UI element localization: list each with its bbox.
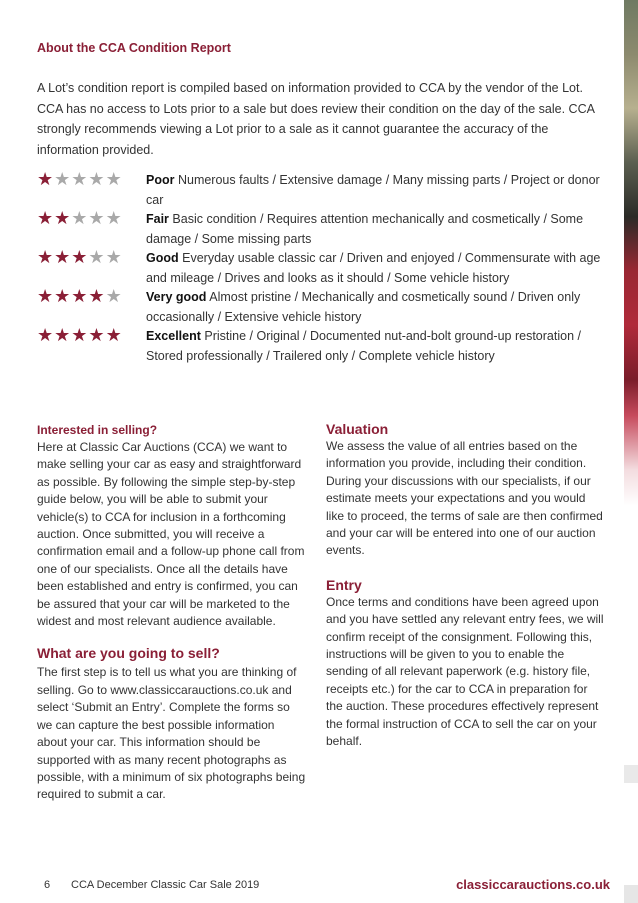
valuation-heading: Valuation (326, 421, 389, 437)
star-empty-icon: ★ (54, 169, 72, 190)
rating-description (146, 248, 608, 288)
star-rating (37, 209, 137, 229)
star-empty-icon: ★ (88, 208, 106, 229)
publication-title: CCA December Classic Car Sale 2019 (71, 879, 260, 891)
rating-label: Poor (146, 173, 175, 187)
star-rating (37, 248, 137, 268)
star-filled-icon: ★ (54, 247, 72, 268)
star-filled-icon: ★ (88, 286, 106, 307)
star-filled-icon: ★ (71, 247, 89, 268)
star-filled-icon: ★ (37, 208, 55, 229)
star-rating (37, 170, 137, 190)
rating-detail: Numerous faults / Extensive damage / Many missing parts / Project or donor car (146, 173, 600, 207)
star-empty-icon: ★ (105, 286, 123, 307)
rating-row (37, 248, 607, 287)
star-filled-icon: ★ (88, 325, 106, 346)
star-filled-icon: ★ (37, 286, 55, 307)
left-column (37, 422, 307, 804)
rating-description (146, 326, 608, 366)
star-empty-icon: ★ (88, 169, 106, 190)
photo-edge-detail (624, 765, 638, 783)
rating-description (146, 287, 608, 327)
rating-row (37, 326, 607, 365)
star-empty-icon: ★ (105, 208, 123, 229)
rating-label: Very good (146, 290, 207, 304)
star-filled-icon: ★ (71, 286, 89, 307)
rating-detail: Almost pristine / Mechanically and cosmetically sound / Driven only occasionally / Extensive vehicle history (146, 290, 581, 324)
star-filled-icon: ★ (54, 286, 72, 307)
rating-detail: Pristine / Original / Documented nut-and-bolt ground-up restoration / Stored professionally / Trailered only / Complete vehicle history (146, 329, 581, 363)
condition-report-heading: About the CCA Condition Report (37, 41, 231, 55)
star-filled-icon: ★ (37, 169, 55, 190)
rating-detail: Everyday usable classic car / Driven and enjoyed / Commensurate with age and mileage / Drives and looks as it should / Some vehicle history (146, 251, 601, 285)
star-rating (37, 287, 137, 307)
star-filled-icon: ★ (54, 325, 72, 346)
star-empty-icon: ★ (105, 169, 123, 190)
website-link[interactable]: classiccarauctions.co.uk (456, 877, 610, 892)
rating-row (37, 170, 607, 209)
rating-label: Excellent (146, 329, 201, 343)
star-empty-icon: ★ (71, 169, 89, 190)
rating-description (146, 170, 608, 210)
what-to-sell-heading: What are you going to sell? (37, 645, 220, 662)
right-column (326, 420, 606, 751)
star-filled-icon: ★ (37, 247, 55, 268)
star-filled-icon: ★ (105, 325, 123, 346)
star-empty-icon: ★ (88, 247, 106, 268)
condition-ratings-list (37, 170, 607, 365)
selling-paragraph: Here at Classic Car Auctions (CCA) we want to make selling your car as easy and straightforward as possible. By following the simple step-by-step guide below, you will be able to submit your vehicle(s) to CCA for inclusion in a forthcoming auction. Once submitted, you will receive a confirmation email and a follow-up phone call from one of our specialists. Once all the details have been established and entry is confirmed, you can be assured that your car will be marketed to the widest and most relevant audience available. (37, 440, 305, 629)
star-filled-icon: ★ (37, 325, 55, 346)
selling-heading: Interested in selling? (37, 423, 158, 437)
rating-row (37, 287, 607, 326)
what-to-sell-paragraph: The first step is to tell us what you are thinking of selling. Go to www.classiccarauctions.co.uk and select ‘Submit an Entry’. Complete the forms so we can capture the best possible information about your car. This information should be supported with as many recent photographs as possible, with a minimum of six photographs being required to submit a car. (37, 665, 306, 802)
entry-paragraph: Once terms and conditions have been agreed upon and you have settled any relevant entry fees, we will confirm receipt of the consignment. Following this, instructions will be given to you to enable the sending of all relevant paperwork (e.g. history file, receipts etc.) for the car to CCA in preparation for the auction. These procedures effectively represent the formal instruction of CCA to sell the car on your behalf. (326, 594, 604, 749)
rating-row (37, 209, 607, 248)
rating-detail: Basic condition / Requires attention mechanically and cosmetically / Some damage / Some missing parts (146, 212, 584, 246)
page-footer (44, 877, 614, 893)
star-filled-icon: ★ (54, 208, 72, 229)
rating-label: Fair (146, 212, 169, 226)
entry-heading: Entry (326, 576, 362, 593)
star-empty-icon: ★ (105, 247, 123, 268)
star-rating (37, 326, 137, 346)
rating-label: Good (146, 251, 179, 265)
star-filled-icon: ★ (71, 325, 89, 346)
rating-description (146, 209, 608, 249)
valuation-paragraph: We assess the value of all entries based on the information you provide, including their condition. During your discussions with our specialists, if our estimate meets your expectations and you would like to proceed, the terms of sale are then confirmed and your car will be entered into one of our auction events. (326, 439, 603, 558)
star-empty-icon: ★ (71, 208, 89, 229)
page-number: 6 (44, 879, 51, 891)
photo-edge-detail (624, 885, 638, 903)
condition-report-intro: A Lot’s condition report is compiled based on information provided to CCA by the vendor of the Lot. CCA has no access to Lots prior to a sale but does review their condition on the day of the sale. CCA strongly recommends viewing a Lot prior to a sale as it cannot guarantee the accuracy of the information provided. (37, 81, 595, 157)
